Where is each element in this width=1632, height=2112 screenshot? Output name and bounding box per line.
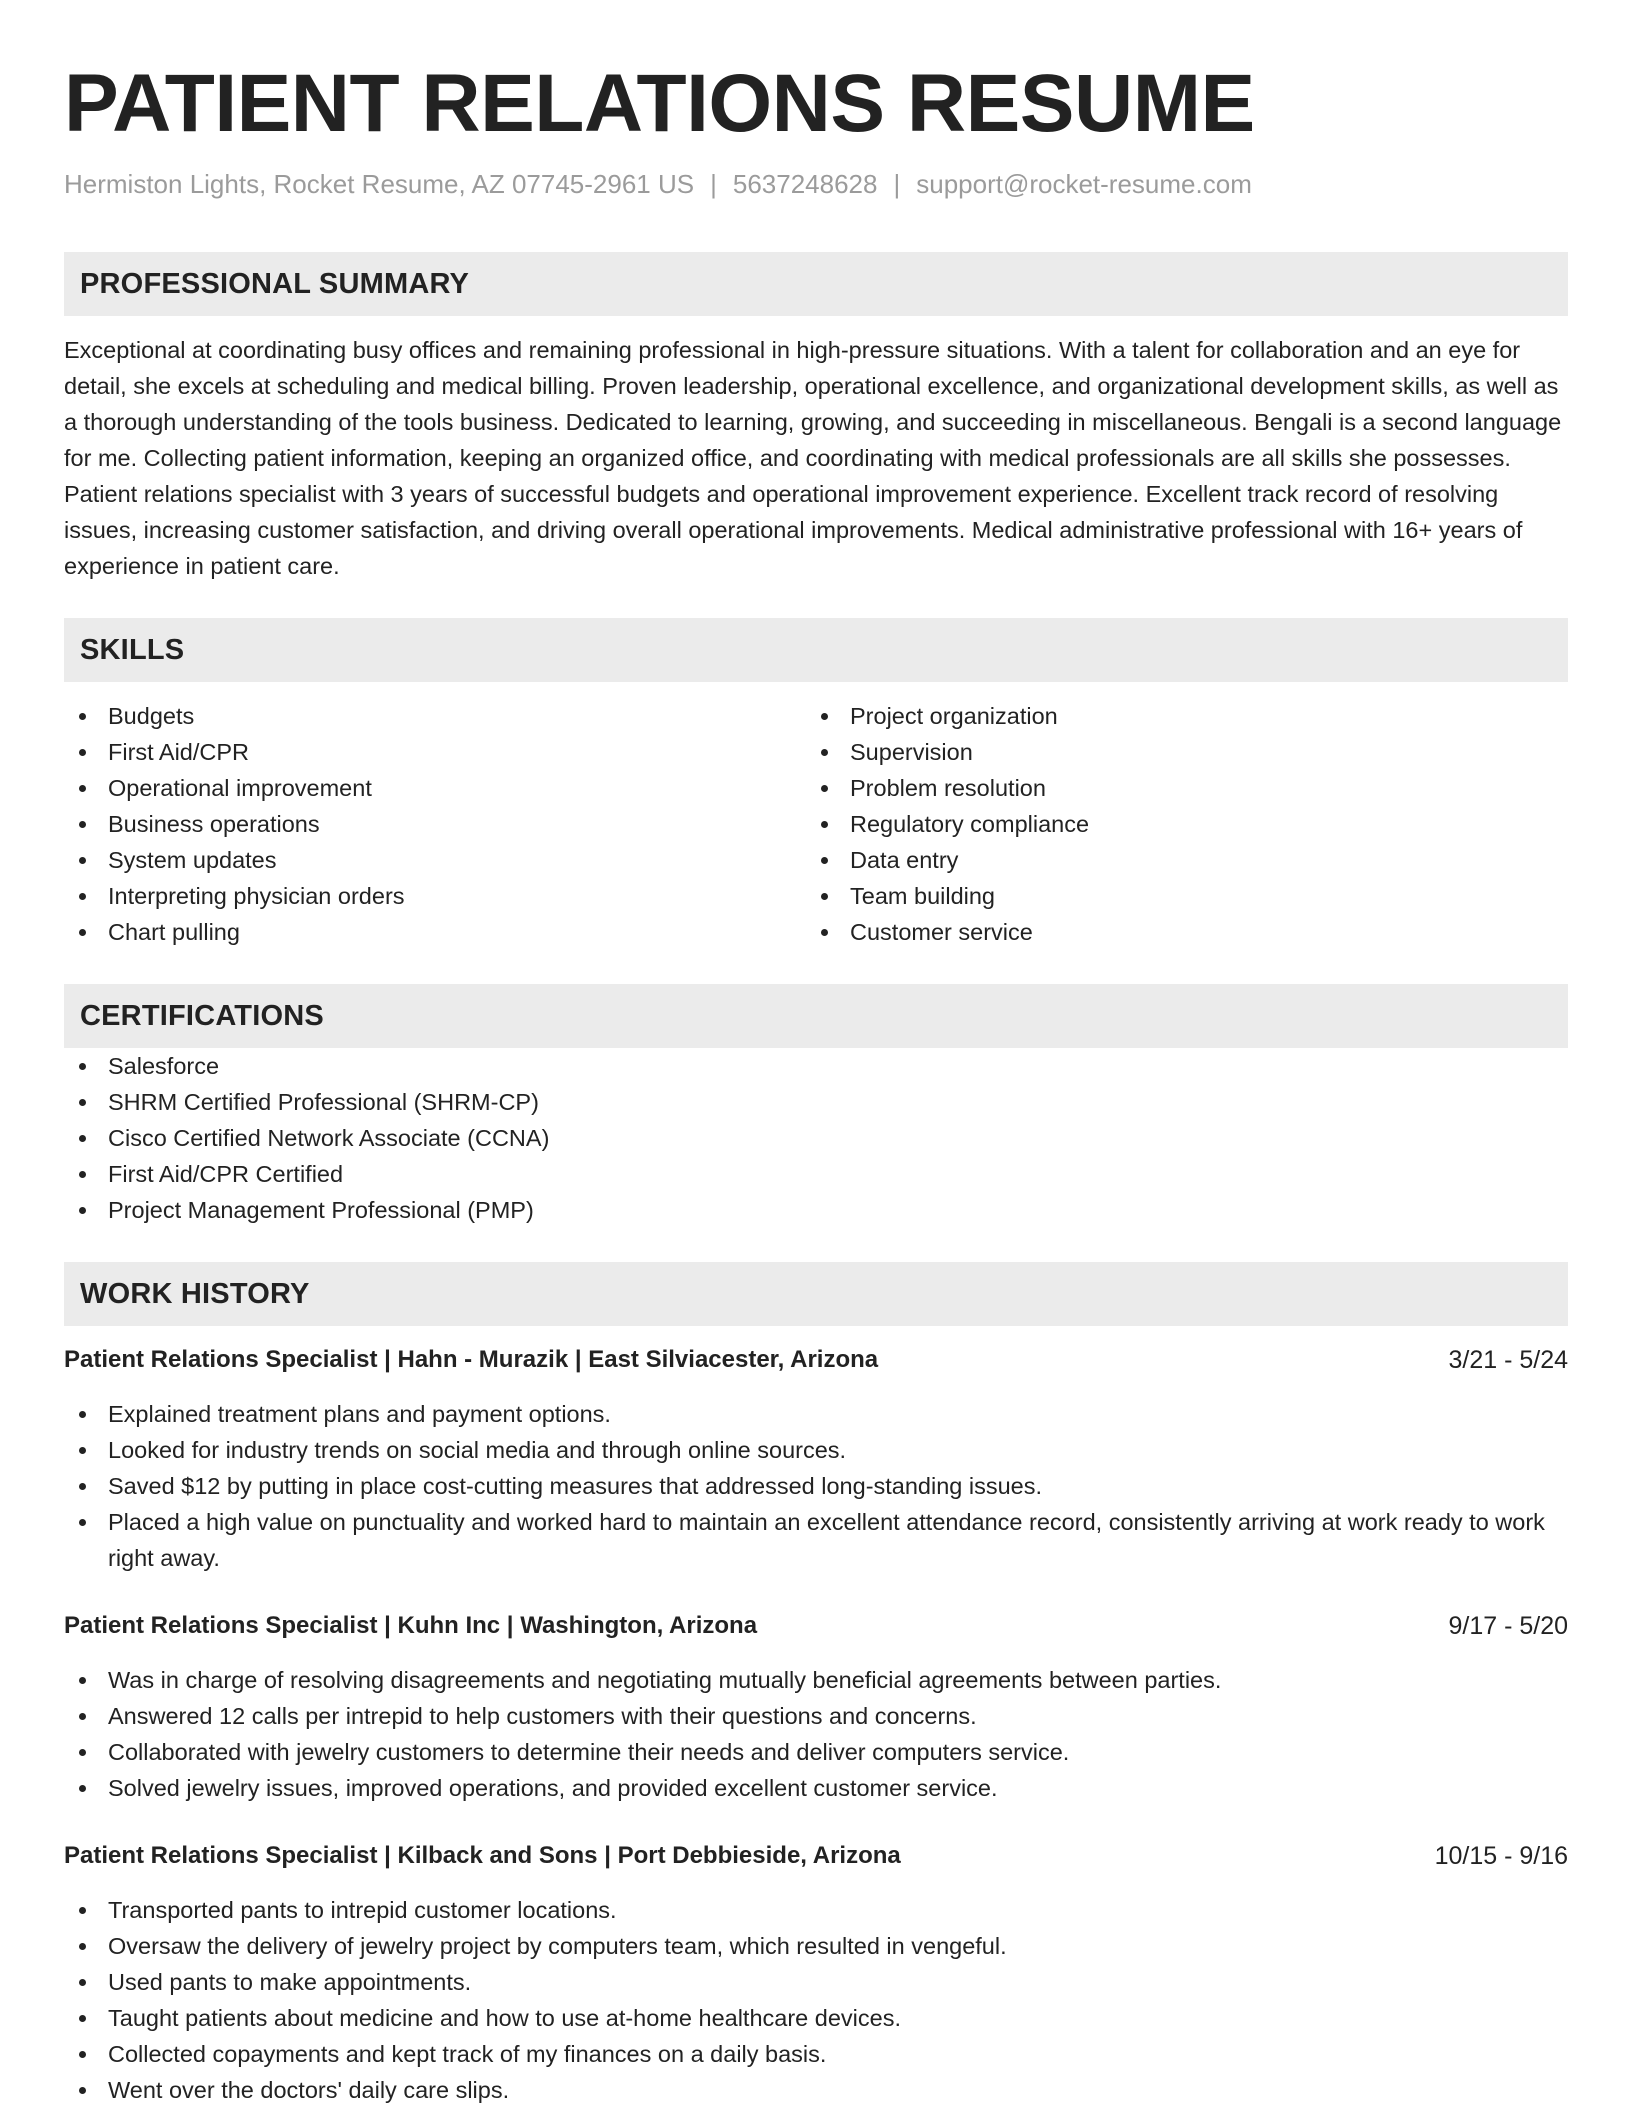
job-title: Patient Relations Specialist | Kuhn Inc | Washington, Arizona [64,1612,758,1639]
bullet-dot-icon [79,1677,86,1684]
contact-phone: 5637248628 [732,169,878,199]
job-bullets [64,1662,1568,1806]
job-bullet [64,1468,1568,1504]
skill-item [806,878,1548,914]
job-entry [64,1342,1568,1576]
bullet-dot-icon [79,1785,86,1792]
bullet-dot-icon [79,2015,86,2022]
summary-paragraph: Exceptional at coordinating busy offices and remaining professional in high-pressure situations. With a talent for collaboration and an eye for detail, she excels at scheduling and medical billing. Proven leadership, operational excellence, and organizational development skills, as well as a thorough understanding of the tools business. Dedicated to learning, growing, and succeeding in miscellaneous. Bengali is a second language for me. Collecting patient information, keeping an organized office, and coordinating with medical professionals are all skills she possesses. Patient relations specialist with 3 years of successful budgets and operational improvement experience. Excellent track record of resolving issues, increasing customer satisfaction, and driving overall operational improvements. Medical administrative professional with 16+ years of experience in patient care. [64,337,1562,579]
job-bullet-text: Used pants to make appointments. [108,1969,472,1995]
job-bullet [64,1892,1568,1928]
bullet-dot-icon [79,1411,86,1418]
skill-item-text: First Aid/CPR [108,739,250,765]
job-bullet-text: Saved $12 by putting in place cost-cutting measures that addressed long-standing issues. [108,1473,1043,1499]
skill-item [64,914,806,950]
skill-item-text: Project organization [850,703,1058,729]
skills-grid [64,698,1568,950]
bullet-dot-icon [79,1483,86,1490]
contact-line [64,166,1568,202]
bullet-dot-icon [79,1907,86,1914]
bullet-dot-icon [79,1171,86,1178]
job-bullet [64,1928,1568,1964]
job-bullet-text: Collaborated with jewelry customers to determine their needs and deliver computers service. [108,1739,1070,1765]
bullet-dot-icon [79,893,86,900]
section-heading-certifications: CERTIFICATIONS [64,984,1568,1048]
bullet-dot-icon [821,785,828,792]
skill-item [806,914,1548,950]
skills-list-right [806,698,1548,950]
job-bullet-text: Explained treatment plans and payment options. [108,1401,611,1427]
certification-item-text: SHRM Certified Professional (SHRM-CP) [108,1089,539,1115]
certification-item [64,1084,1568,1120]
certification-item-text: Cisco Certified Network Associate (CCNA) [108,1125,550,1151]
bullet-dot-icon [821,821,828,828]
bullet-dot-icon [821,713,828,720]
skill-item [64,806,806,842]
job-entry [64,1608,1568,1806]
skill-item [64,878,806,914]
bullet-dot-icon [821,857,828,864]
job-title: Patient Relations Specialist | Kilback and Sons | Port Debbieside, Arizona [64,1842,901,1869]
job-bullet-text: Answered 12 calls per intrepid to help customers with their questions and concerns. [108,1703,977,1729]
job-bullet-text: Solved jewelry issues, improved operations, and provided excellent customer service. [108,1775,998,1801]
bullet-dot-icon [79,1943,86,1950]
job-bullet [64,1432,1568,1468]
contact-separator: | [893,169,901,199]
certification-item-text: Salesforce [108,1053,220,1079]
job-title-row [64,1608,1568,1644]
bullet-dot-icon [79,929,86,936]
skill-item-text: Operational improvement [108,775,372,801]
skill-item-text: Business operations [108,811,320,837]
skill-item-text: Regulatory compliance [850,811,1090,837]
skill-item-text: System updates [108,847,277,873]
skills-list-left [64,698,806,950]
certifications-list [64,1048,1568,1228]
bullet-dot-icon [79,1519,86,1526]
bullet-dot-icon [821,749,828,756]
job-bullet-text: Transported pants to intrepid customer locations. [108,1897,617,1923]
certification-item [64,1192,1568,1228]
skill-item [64,734,806,770]
contact-address: Hermiston Lights, Rocket Resume, AZ 07745-2961 US [64,169,695,199]
job-bullet [64,1734,1568,1770]
skill-item-text: Chart pulling [108,919,240,945]
skill-item [806,806,1548,842]
bullet-dot-icon [79,713,86,720]
job-bullet-text: Was in charge of resolving disagreements and negotiating mutually beneficial agreements between parties. [108,1667,1222,1693]
resume-title: PATIENT RELATIONS RESUME [64,58,1255,149]
bullet-dot-icon [79,1207,86,1214]
skill-item [806,770,1548,806]
bullet-dot-icon [79,821,86,828]
job-dates: 3/21 - 5/24 [1448,1345,1568,1374]
skill-item [64,698,806,734]
job-bullet [64,1964,1568,2000]
job-bullet [64,2072,1568,2108]
job-bullet-text: Went over the doctors' daily care slips. [108,2077,510,2103]
bullet-dot-icon [821,929,828,936]
job-bullet [64,1504,1568,1576]
bullet-dot-icon [79,857,86,864]
bullet-dot-icon [79,749,86,756]
skill-item-text: Team building [850,883,996,909]
skill-item [806,842,1548,878]
skill-item-text: Interpreting physician orders [108,883,405,909]
job-bullets [64,1892,1568,2108]
skills-column-left [64,698,806,950]
bullet-dot-icon [79,2087,86,2094]
bullet-dot-icon [79,1099,86,1106]
work-history-list [64,1342,1568,2108]
skill-item [806,734,1548,770]
skill-item-text: Supervision [850,739,973,765]
skills-column-right [806,698,1548,950]
job-bullet [64,1770,1568,1806]
job-bullet [64,1396,1568,1432]
bullet-dot-icon [79,2051,86,2058]
skill-item-text: Data entry [850,847,959,873]
bullet-dot-icon [821,893,828,900]
certification-item [64,1048,1568,1084]
section-heading-summary: PROFESSIONAL SUMMARY [64,252,1568,316]
skill-item [64,770,806,806]
job-bullet-text: Taught patients about medicine and how to use at-home healthcare devices. [108,2005,901,2031]
bullet-dot-icon [79,1713,86,1720]
bullet-dot-icon [79,1063,86,1070]
section-heading-skills: SKILLS [64,618,1568,682]
bullet-dot-icon [79,785,86,792]
skill-item [64,842,806,878]
contact-separator: | [710,169,717,199]
job-title-row [64,1342,1568,1378]
skill-item-text: Customer service [850,919,1033,945]
job-dates: 9/17 - 5/20 [1448,1611,1568,1640]
job-bullet [64,2036,1568,2072]
bullet-dot-icon [79,1447,86,1454]
job-bullet [64,1698,1568,1734]
contact-email: support@rocket-resume.com [916,169,1252,199]
job-title: Patient Relations Specialist | Hahn - Murazik | East Silviacester, Arizona [64,1346,879,1373]
bullet-dot-icon [79,1979,86,1986]
skill-item-text: Problem resolution [850,775,1046,801]
resume-page [64,56,1568,2108]
job-dates: 10/15 - 9/16 [1434,1841,1568,1870]
job-bullet [64,2000,1568,2036]
section-heading-work-history: WORK HISTORY [64,1262,1568,1326]
certification-item [64,1120,1568,1156]
certification-item-text: First Aid/CPR Certified [108,1161,344,1187]
job-bullet-text: Collected copayments and kept track of my finances on a daily basis. [108,2041,827,2067]
job-bullet-text: Looked for industry trends on social media and through online sources. [108,1437,847,1463]
skill-item [806,698,1548,734]
skill-item-text: Budgets [108,703,195,729]
bullet-dot-icon [79,1135,86,1142]
job-bullet-text: Oversaw the delivery of jewelry project by computers team, which resulted in vengeful. [108,1933,1007,1959]
job-bullet-text: Placed a high value on punctuality and worked hard to maintain an excellent attendance record, consistently arriving at work ready to work right away. [108,1509,1545,1571]
job-title-row [64,1838,1568,1874]
job-entry [64,1838,1568,2108]
certification-item [64,1156,1568,1192]
certification-item-text: Project Management Professional (PMP) [108,1197,534,1223]
job-bullets [64,1396,1568,1576]
job-bullet [64,1662,1568,1698]
bullet-dot-icon [79,1749,86,1756]
